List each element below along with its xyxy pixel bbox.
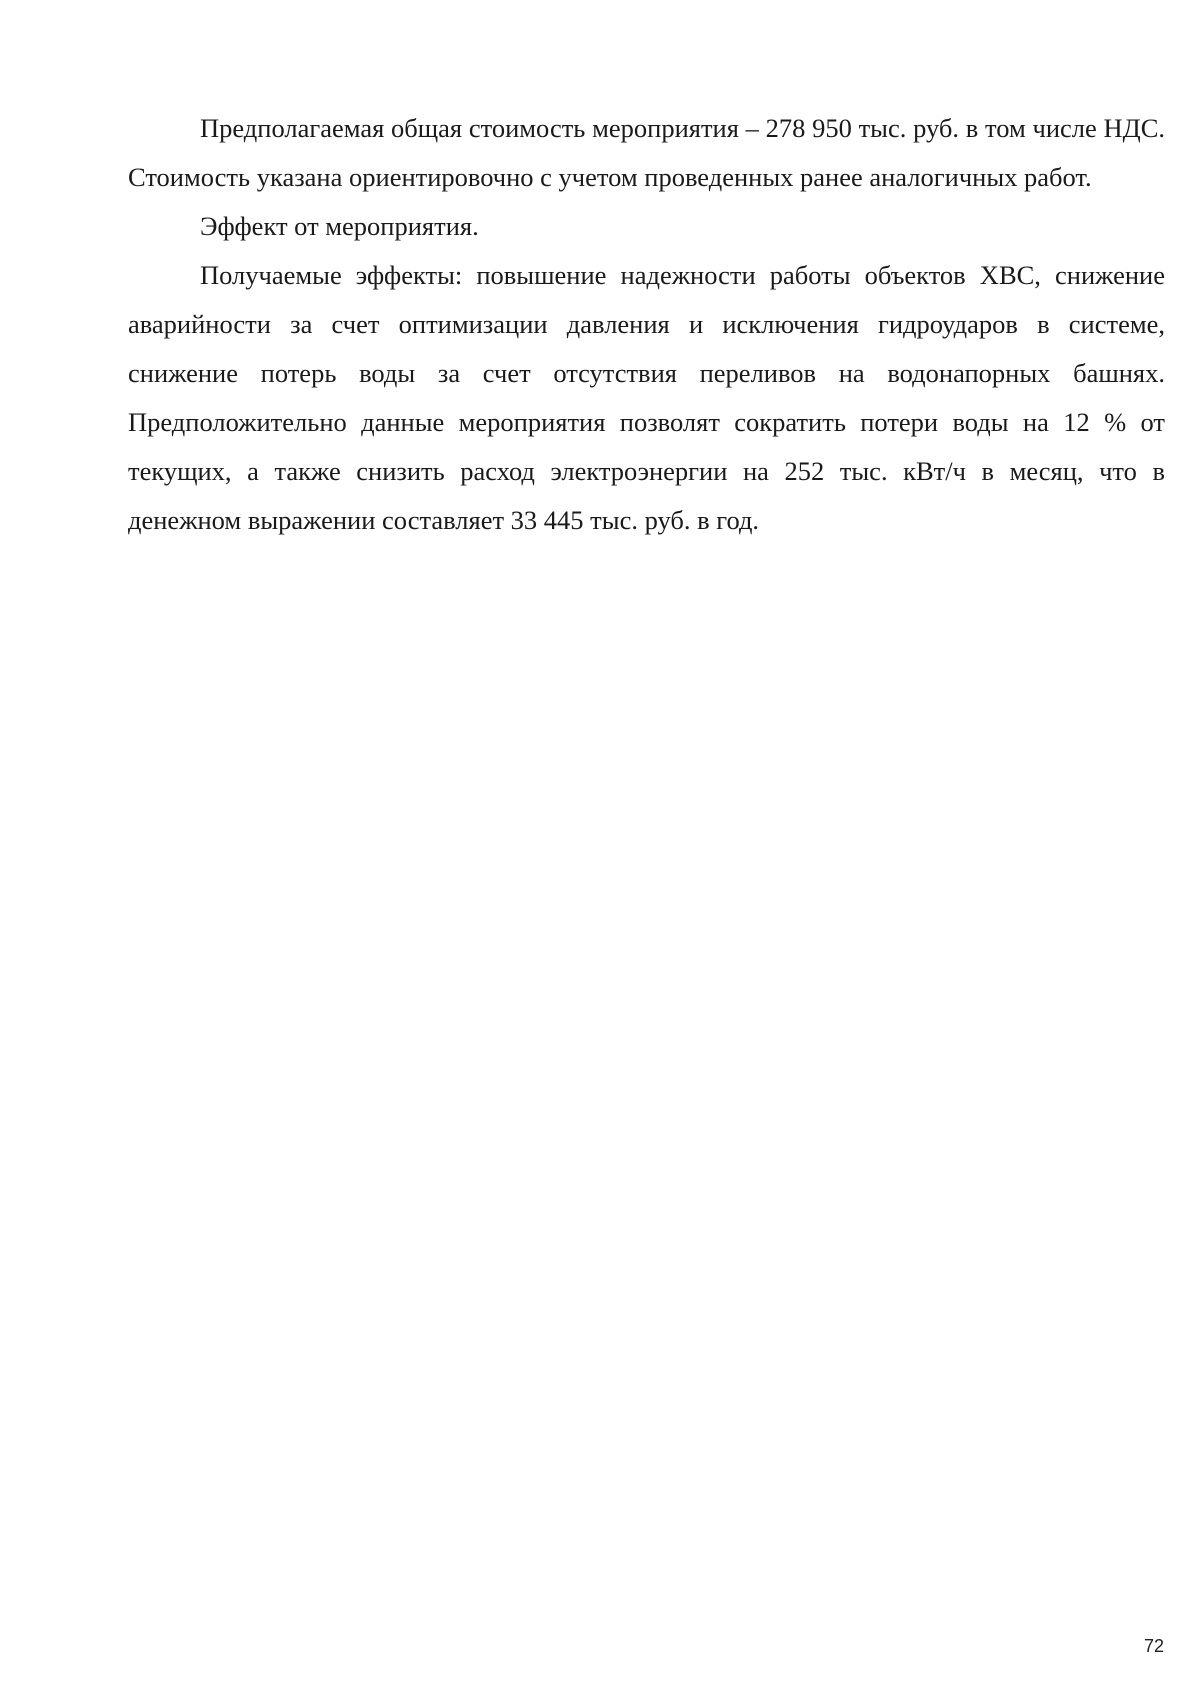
page-number: 72 [1143,1636,1164,1656]
paragraph-effects: Получаемые эффекты: повышение надежности работы объектов ХВС, снижение аварийности за счет оптимизации давления и исключения гидроударов в системе, снижение потерь воды за счет отсутствия переливов на водонапорных башнях. Предположительно данные мероприятия позволят сократить потери воды на 12 % от текущих, а также снизить расход электроэнергии на 252 тыс. кВт/ч в месяц, что в денежном выражении составляет 33 445 тыс. руб. в год. [128,260,1165,535]
page-content [128,104,1165,545]
paragraph-cost: Предполагаемая общая стоимость мероприятия – 278 950 тыс. руб. в том числе НДС. Стоимость указана ориентировочно с учетом проведенных ранее аналогичных работ. [128,113,1165,192]
paragraph-effect-heading: Эффект от мероприятия. [200,211,479,241]
